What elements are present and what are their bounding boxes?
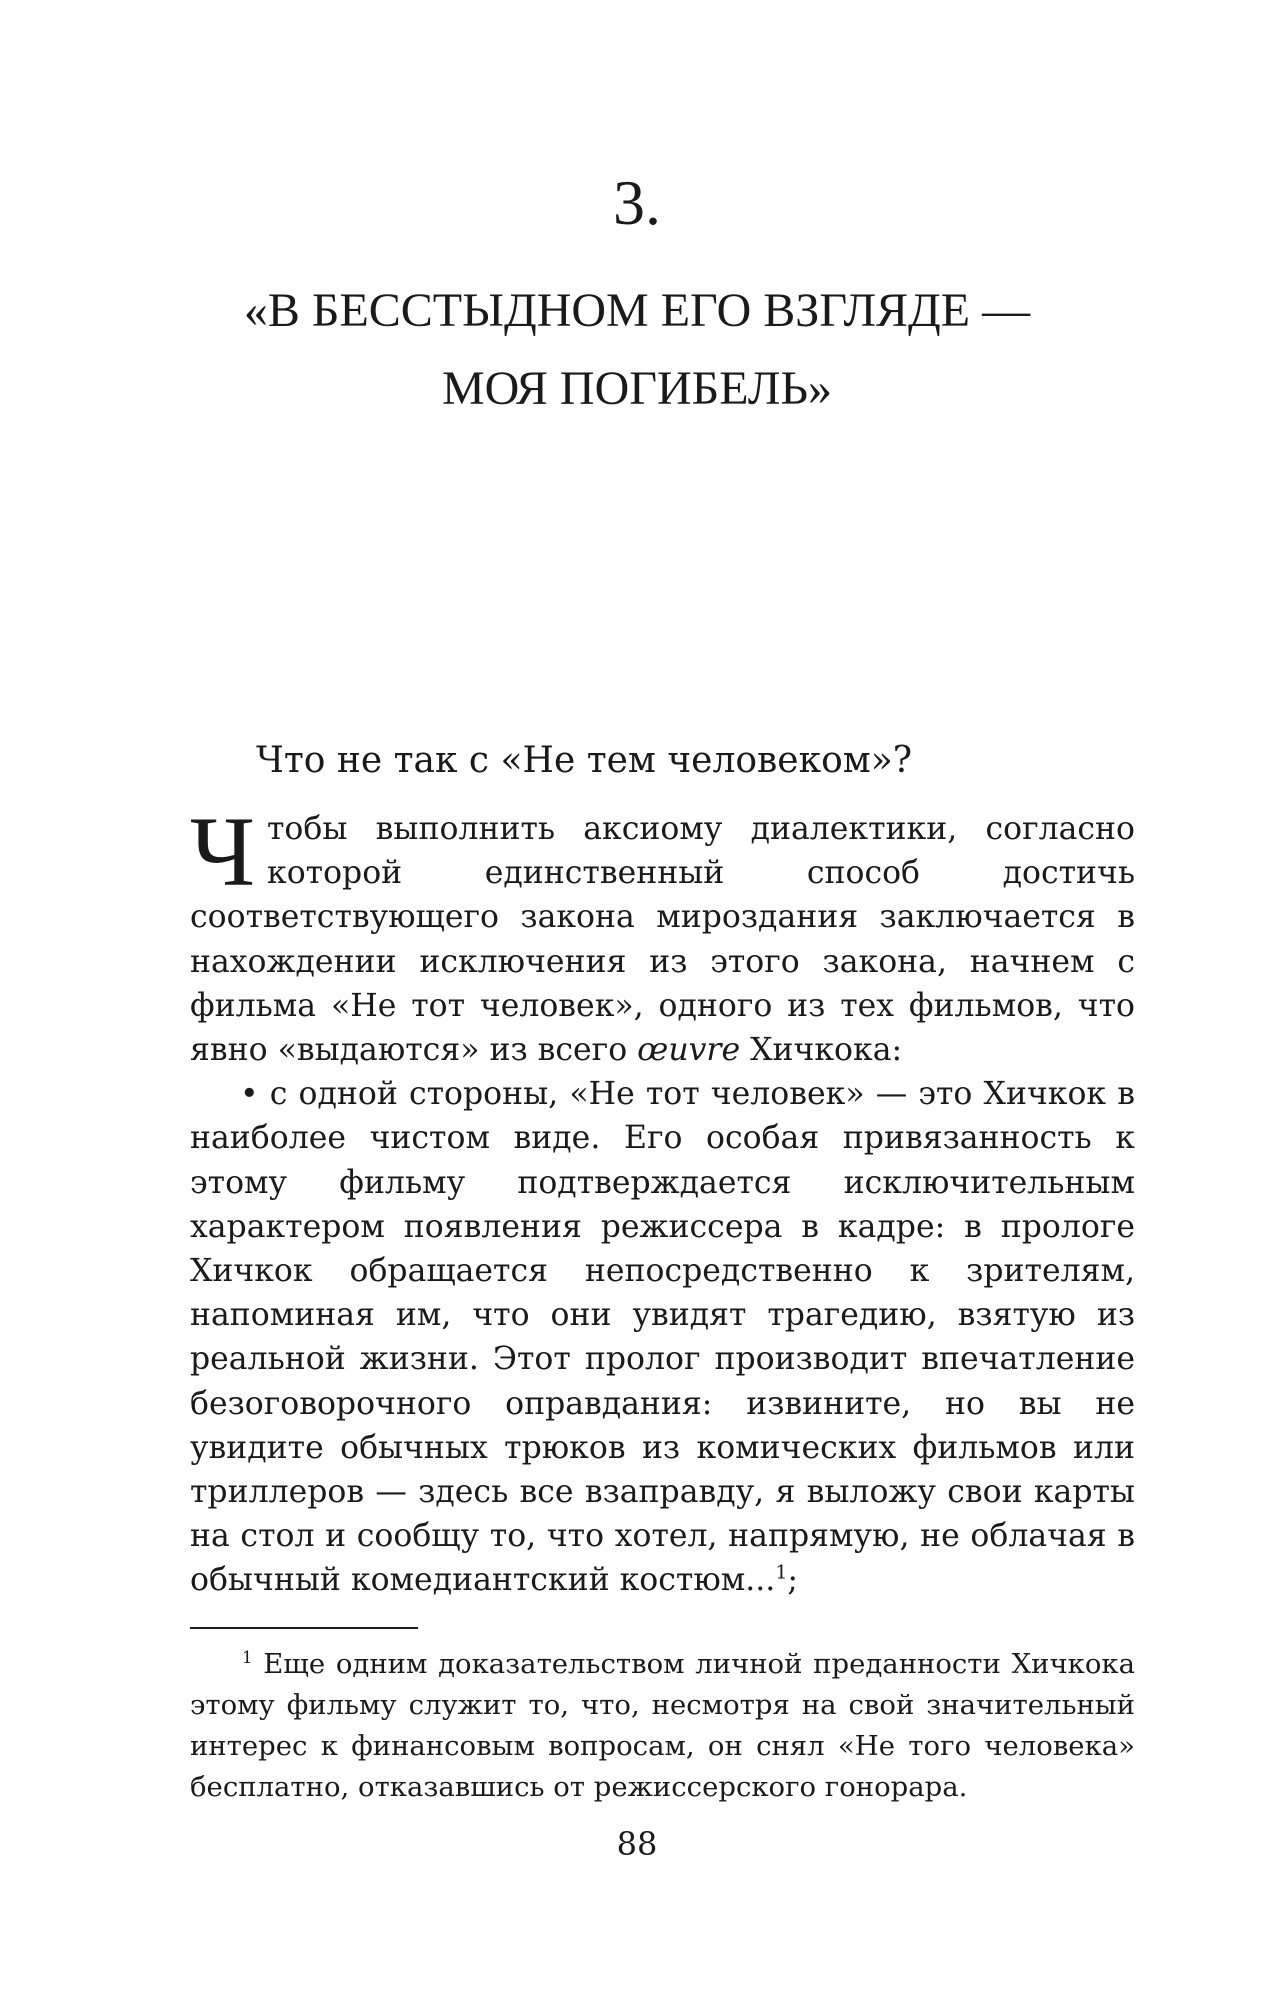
italic-term: œuvre xyxy=(637,1032,741,1069)
footnote-text: Еще одним доказательством личной преданности Хичкока этому фильму служит то, что, несмотря на свой значительный интерес к финансовым вопросам, он снял «Не того человека» бесплатно, отказавшись от режиссерского гонорара. xyxy=(190,1648,1135,1803)
footnote xyxy=(190,1644,1135,1808)
section-subheading: Что не так с «Не тем человеком»? xyxy=(256,740,913,781)
chapter-title xyxy=(180,272,1094,428)
body-text xyxy=(190,796,1135,1603)
footnote-reference: 1 xyxy=(775,1561,788,1584)
bullet-paragraph-text: с одной стороны, «Не тот человек» — это Хичкок в наиболее чистом виде. Его особая привязанность к этому фильму подтверждается исключительным характером появления режиссера в кадре: в прологе Хичкок обращается непосредственно к зрителям, напоминая им, что они увидят трагедию, взятую из реальной жизни. Этот пролог производит впечатление безоговорочного оправдания: извините, но вы не увидите обычных трюков из комических фильмов или триллеров — здесь все взаправду, я выложу свои карты на стол и сообщу то, что хотел, напрямую, не облачая в обычный комедиантский костюм... xyxy=(190,1076,1135,1599)
page-number: 88 xyxy=(616,1825,658,1863)
chapter-number: 3. xyxy=(613,167,661,238)
paragraph-intro-text: тобы выполнить аксиому диалектики, согласно которой единственный способ достичь соответствующего закона мироздания заключается в нахождении исключения из этого закона, начнем с фильма «Не тот человек», одного из тех фильмов, что явно «выдаются» из всего xyxy=(190,811,1135,1069)
paragraph-intro xyxy=(190,796,1135,1072)
drop-cap: Ч xyxy=(190,796,255,907)
footnote-marker: 1 xyxy=(242,1647,253,1667)
paragraph-intro-end: Хичкока: xyxy=(740,1032,903,1069)
chapter-title-line-1: «В БЕССТЫДНОМ ЕГО ВЗГЛЯДЕ — xyxy=(243,284,1031,337)
bullet-paragraph-end: ; xyxy=(787,1562,798,1599)
chapter-title-line-2: МОЯ ПОГИБЕЛЬ» xyxy=(441,362,833,415)
footnote-divider xyxy=(190,1627,418,1629)
bullet-paragraph xyxy=(190,1072,1135,1602)
bullet-icon: • xyxy=(240,1076,259,1113)
